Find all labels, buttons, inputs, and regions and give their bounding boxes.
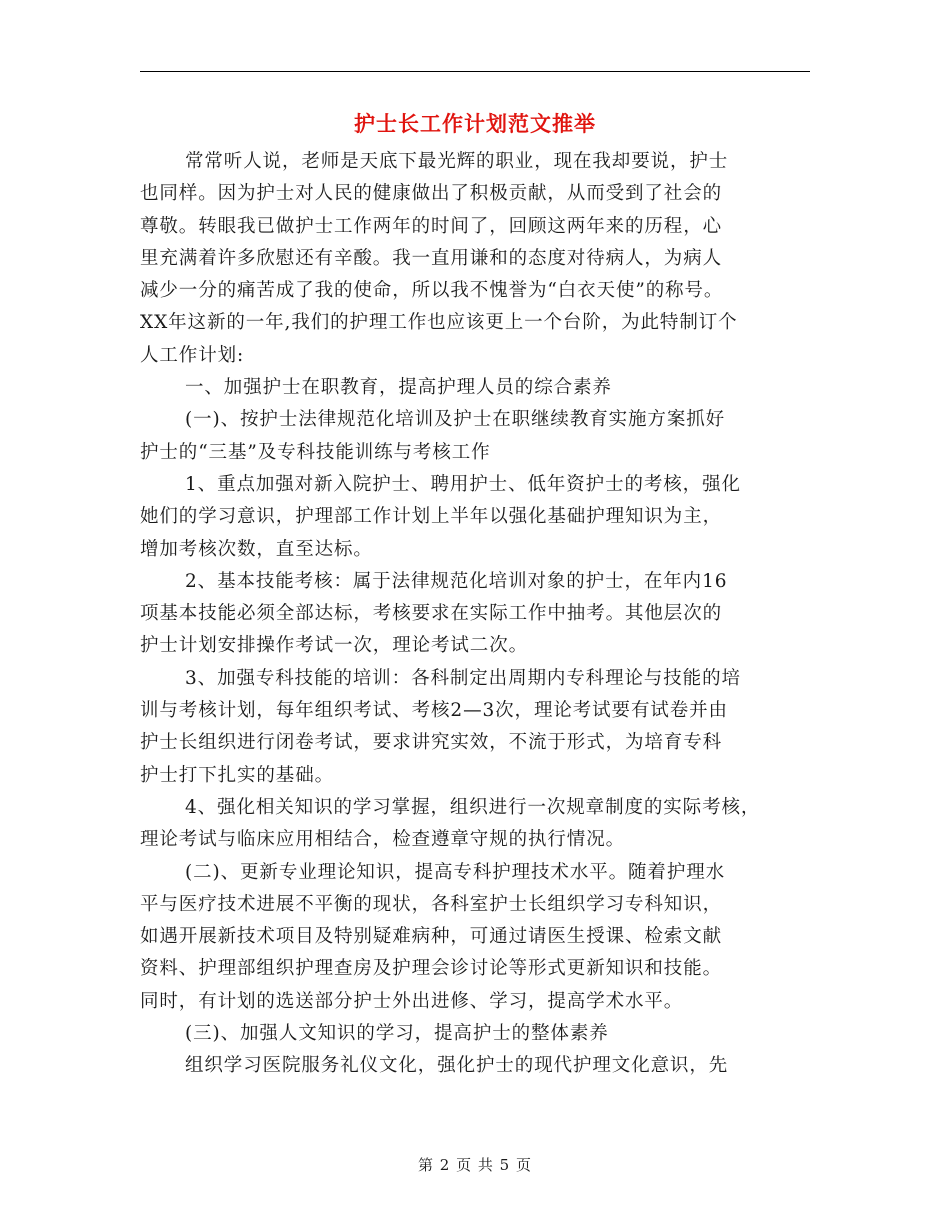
text-line: 如遇开展新技术项目及特别疑难病种，可通过请医生授课、检索文献: [140, 926, 723, 948]
document-title: 护士长工作计划范文推举: [354, 112, 596, 136]
text-line: 理论考试与临床应用相结合，检查遵章守规的执行情况。: [140, 829, 626, 851]
text-line: 护士打下扎实的基础。: [140, 764, 335, 786]
text-line: 她们的学习意识，护理部工作计划上半年以强化基础护理知识为主，: [140, 506, 723, 528]
section-heading: 一、加强护士在职教育，提高护理人员的综合素养: [185, 377, 612, 399]
text-line: 资料、护理部组织护理查房及护理会诊讨论等形式更新知识和技能。: [140, 958, 723, 980]
text-line: 4、强化相关知识的学习掌握，组织进行一次规章制度的实际考核，: [185, 796, 761, 818]
text-line: (一)、按护士法律规范化培训及护士在职继续教育实施方案抓好: [185, 409, 726, 431]
text-line: 护士长组织进行闭卷考试，要求讲究实效，不流于形式，为培育专科: [140, 732, 723, 754]
text-line: 增加考核次数，直至达标。: [140, 538, 373, 560]
text-line: 护士的“三基”及专科技能训练与考核工作: [140, 441, 491, 463]
text-line: 人工作计划:: [140, 344, 245, 366]
page-number-footer: 第 2 页 共 5 页: [418, 1156, 532, 1174]
text-line: XX年这新的一年,我们的护理工作也应该更上一个台阶，为此特制订个: [140, 312, 738, 334]
header-rule: [140, 71, 810, 72]
text-line: 训与考核计划，每年组织考试、考核2—3次，理论考试要有试卷并由: [140, 700, 728, 722]
text-line: (二)、更新专业理论知识，提高专科护理技术水平。随着护理水: [185, 861, 726, 883]
text-line: 组织学习医院服务礼仪文化，强化护士的现代护理文化意识，先: [185, 1055, 729, 1077]
text-line: 护士计划安排操作考试一次，理论考试二次。: [140, 635, 529, 657]
text-line: 里充满着许多欣慰还有辛酸。我一直用谦和的态度对待病人，为病人: [140, 247, 723, 269]
text-line: 1、重点加强对新入院护士、聘用护士、低年资护士的考核，强化: [185, 473, 741, 495]
text-line: 常常听人说，老师是天底下最光辉的职业，现在我却要说，护士: [185, 151, 729, 172]
text-line: 尊敬。转眼我已做护士工作两年的时间了，回顾这两年来的历程，心: [140, 215, 723, 237]
text-line: (三)、加强人文知识的学习，提高护士的整体素养: [185, 1023, 609, 1045]
text-line: 项基本技能必须全部达标，考核要求在实际工作中抽考。其他层次的: [140, 603, 723, 625]
text-line: 2、基本技能考核：属于法律规范化培训对象的护士，在年内16: [185, 570, 728, 592]
document-body: [140, 146, 815, 1083]
text-line: 平与医疗技术进展不平衡的现状，各科室护士长组织学习专科知识，: [140, 893, 723, 915]
text-line: 也同样。因为护士对人民的健康做出了积极贡献，从而受到了社会的: [140, 183, 723, 205]
text-line: 同时，有计划的选送部分护士外出进修、学习，提高学术水平。: [140, 990, 684, 1012]
text-line: 3、加强专科技能的培训：各科制定出周期内专科理论与技能的培: [185, 667, 741, 689]
text-line: 减少一分的痛苦成了我的使命，所以我不愧誉为“白衣天使”的称号。: [140, 280, 724, 302]
